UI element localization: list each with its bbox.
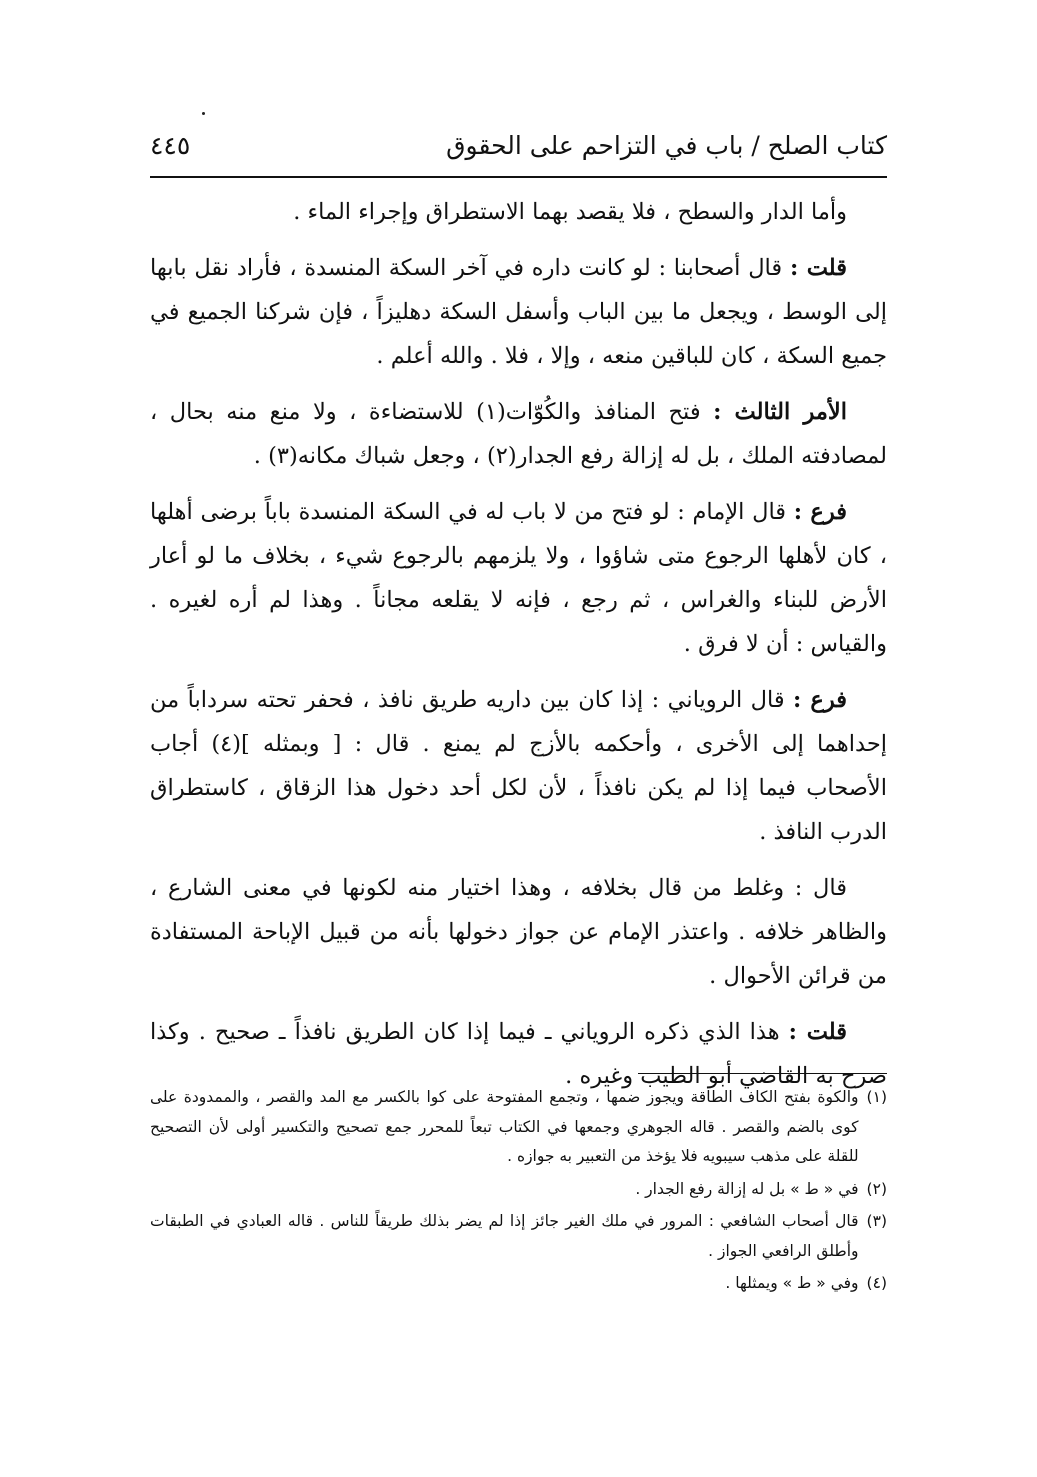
paragraph-text: قال : وغلط من قال بخلافه ، وهذا اختيار منه لكونها في معنى الشارع ، والظاهر خلافه . واعتذر الإمام عن جواز دخولها بأنه من قبيل الإباحة المستفادة من قرائن الأحوال . xyxy=(150,875,887,989)
paragraph xyxy=(150,490,887,666)
footnote xyxy=(150,1175,887,1205)
paragraph-text: قال الإمام : لو فتح من لا باب له في السكة المنسدة باباً برضى أهلها ، كان لأهلها الرجوع متى شاؤوا ، ولا يلزمهم بالرجوع شيء ، بخلاف ما لو أعار الأرض للبناء والغراس ، ثم رجع ، فإنه لا يقلعه مجاناً . وهذا لم أره لغيره . والقياس : أن لا فرق . xyxy=(150,499,887,657)
footnote-text: والكوة بفتح الكاف الطاقة ويجوز ضمها ، وتجمع المفتوحة على كوا بالكسر مع المد والقصر ، والممدودة على كوى بالضم والقصر . قاله الجوهري وجمعها في الكتاب تبعاً للمحرر جمع تصحيح والتكسير أولى لأن التصحيح للقلة على مذهب سيبويه فلا يؤخذ من التعبير به جوازه . xyxy=(150,1088,859,1165)
paragraph-text: قال أصحابنا : لو كانت داره في آخر السكة المنسدة ، فأراد نقل بابها إلى الوسط ، ويجعل ما بين الباب وأسفل السكة دهليزاً ، فإن شركنا الجميع في جميع السكة ، كان للباقين منعه ، وإلا ، فلا . والله أعلم . xyxy=(150,255,887,369)
footnote-number: (٤) xyxy=(866,1274,887,1292)
paragraph xyxy=(150,678,887,854)
paragraph-lead: قلت : xyxy=(788,1019,848,1045)
footnote-text: وفي « ط » ويمثلها . xyxy=(725,1274,859,1292)
footnote xyxy=(150,1269,887,1299)
ink-dot xyxy=(202,112,205,115)
paragraph-text: فتح المنافذ والكُوّات(١) للاستضاءة ، ولا منع منه بحال ، لمصادفته الملك ، بل له إزالة رفع الجدار(٢) ، وجعل شباك مكانه(٣) . xyxy=(150,399,887,469)
footnote xyxy=(150,1083,887,1172)
paragraph xyxy=(150,390,887,478)
footnote-separator xyxy=(638,1073,887,1074)
footnote-number: (٢) xyxy=(866,1179,887,1198)
footnote-text: قال أصحاب الشافعي : المرور في ملك الغير جائز إذا لم يضر بذلك طريقاً للناس . قاله العبادي في الطبقات وأطلق الرافعي الجواز . xyxy=(150,1212,859,1260)
header-title: كتاب الصلح / باب في التزاحم على الحقوق xyxy=(446,131,887,160)
footnote-text: في « ط » بل له إزالة رفع الجدار . xyxy=(635,1179,859,1198)
footnote-number: (٣) xyxy=(866,1212,887,1230)
header-rule xyxy=(150,176,887,178)
paragraph xyxy=(150,866,887,998)
paragraph-text: وأما الدار والسطح ، فلا يقصد بهما الاستطراق وإجراء الماء . xyxy=(293,199,847,225)
paragraph xyxy=(150,190,887,234)
footnote xyxy=(150,1207,887,1266)
footnote-number: (١) xyxy=(866,1088,887,1106)
running-header xyxy=(150,128,887,170)
paragraph xyxy=(150,246,887,378)
page-number: ٤٤٥ xyxy=(150,131,191,160)
paragraph-text: قال الروياني : إذا كان بين داريه طريق نافذ ، فحفر تحته سرداباً من إحداهما إلى الأخرى ، وأحكمه بالأزج لم يمنع . قال : [ وبمثله ](٤) أجاب الأصحاب فيما إذا لم يكن نافذاً ، لأن لكل أحد دخول هذا الزقاق ، كاستطراق الدرب النافذ . xyxy=(150,687,887,845)
paragraph-lead: فرع : xyxy=(793,499,847,525)
footnotes xyxy=(150,1083,887,1302)
paragraph-lead: قلت : xyxy=(789,255,848,281)
paragraph-lead: الأمر الثالث : xyxy=(713,399,847,425)
paragraph-lead: فرع : xyxy=(793,687,847,713)
paragraph-text: هذا الذي ذكره الروياني ـ فيما إذا كان الطريق نافذاً ـ صحيح . وكذا صرح به القاضي أبو الطيب وغيره . xyxy=(150,1019,887,1089)
main-text xyxy=(150,190,887,1110)
